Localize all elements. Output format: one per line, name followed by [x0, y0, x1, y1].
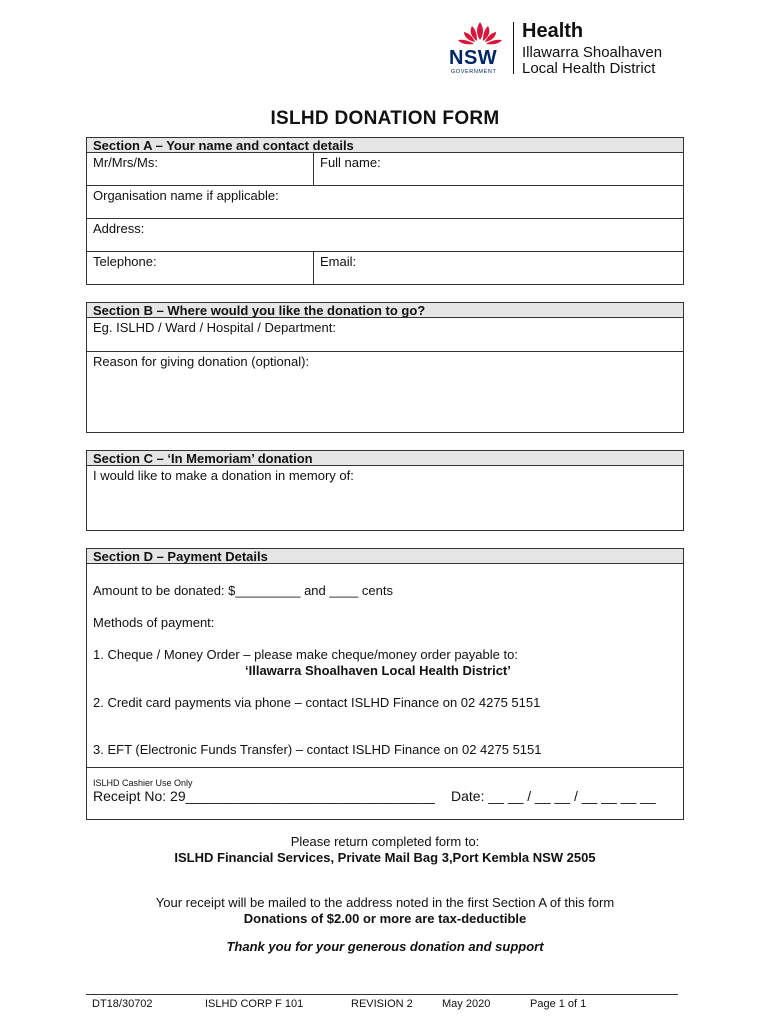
payment-method-cheque: 1. Cheque / Money Order – please make cheque/money order payable to:	[93, 647, 518, 662]
payment-method-credit-card: 2. Credit card payments via phone – contact ISLHD Finance on 02 4275 5151	[93, 695, 541, 710]
destination-field-label: Eg. ISLHD / Ward / Hospital / Department:	[93, 320, 336, 335]
memoriam-field-label: I would like to make a donation in memory of:	[93, 468, 354, 483]
section-b-row-reason	[87, 352, 683, 432]
health-label: Health	[522, 20, 584, 42]
thank-you-note: Thank you for your generous donation and support	[226, 939, 544, 954]
return-address: ISLHD Financial Services, Private Mail Bag 3,Port Kembla NSW 2505	[174, 850, 596, 865]
address-field-label: Address:	[93, 221, 145, 236]
section-a	[86, 137, 684, 285]
section-a-row-name	[87, 153, 683, 186]
receipt-note: Your receipt will be mailed to the address noted in the first Section A of this form	[155, 895, 615, 910]
section-b-row-destination	[87, 318, 683, 352]
district-name-line1: Illawarra Shoalhaven	[522, 44, 663, 61]
section-a-row-org	[87, 186, 683, 219]
section-a-row-address	[87, 219, 683, 252]
section-b-header: Section B – Where would you like the donation to go?	[87, 303, 683, 318]
methods-label: Methods of payment:	[93, 615, 215, 630]
cheque-payee: ‘Illawarra Shoalhaven Local Health District’	[245, 663, 511, 678]
payment-method-eft: 3. EFT (Electronic Funds Transfer) – contact ISLHD Finance on 02 4275 5151	[93, 742, 542, 757]
section-d-header: Section D – Payment Details	[87, 549, 683, 564]
footer-doc-id: DT18/30702	[92, 998, 153, 1010]
cashier-use-label: ISLHD Cashier Use Only	[93, 778, 193, 788]
nsw-wordmark: NSW	[449, 47, 498, 69]
fullname-field-label: Full name:	[320, 155, 381, 170]
receipt-date-line: Date: __ __ / __ __ / __ __ __ __	[451, 788, 656, 804]
title-field-label: Mr/Mrs/Ms:	[93, 155, 158, 170]
logo-divider	[513, 22, 514, 74]
section-c	[86, 450, 684, 531]
amount-line: Amount to be donated: $_________ and ____ cents	[93, 583, 393, 598]
telephone-field-label: Telephone:	[93, 254, 157, 269]
section-b	[86, 302, 684, 433]
cashier-divider	[87, 767, 683, 768]
section-d	[86, 548, 684, 820]
footer-divider	[86, 994, 678, 995]
organisation-field-label: Organisation name if applicable:	[93, 188, 279, 203]
return-instruction: Please return completed form to:	[290, 834, 480, 849]
district-name-line2: Local Health District	[522, 60, 656, 77]
footer-page: Page 1 of 1	[530, 998, 587, 1010]
form-title: ISLHD DONATION FORM	[270, 108, 500, 129]
footer-revision: REVISION 2	[351, 998, 413, 1010]
cell-divider	[313, 252, 314, 284]
reason-field-label: Reason for giving donation (optional):	[93, 354, 310, 369]
section-c-header: Section C – ‘In Memoriam’ donation	[87, 451, 683, 466]
footer-corp-code: ISLHD CORP F 101	[205, 998, 304, 1010]
receipt-number-line: Receipt No: 29________________________________	[93, 788, 435, 804]
government-label: GOVERNMENT	[451, 69, 497, 75]
email-field-label: Email:	[320, 254, 357, 269]
section-a-header: Section A – Your name and contact details	[87, 138, 683, 153]
cell-divider	[313, 153, 314, 185]
tax-note: Donations of $2.00 or more are tax-deductible	[243, 911, 527, 926]
section-a-row-contact	[87, 252, 683, 284]
footer-date: May 2020	[442, 998, 491, 1010]
